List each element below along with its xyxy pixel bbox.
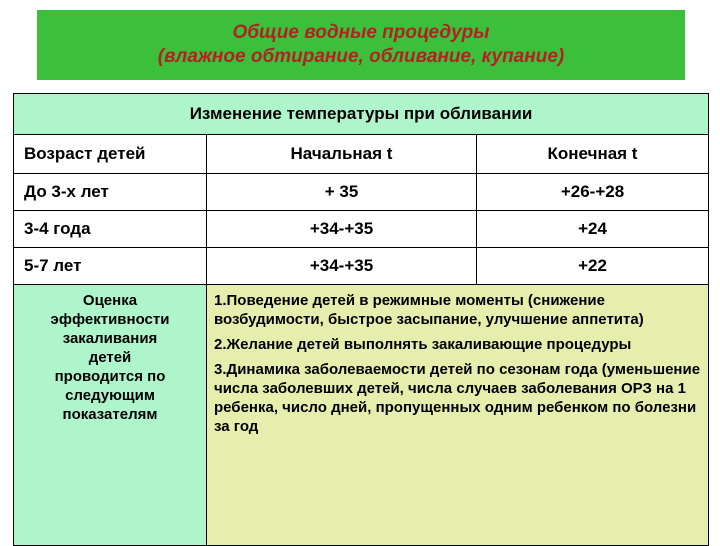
column-header-row — [14, 135, 709, 174]
table-row — [14, 174, 709, 211]
assessment-label-line: Оценка — [82, 292, 138, 309]
cell-age: 5-7 лет — [14, 248, 207, 285]
temperature-table — [13, 93, 709, 546]
column-header-end-temp: Конечная t — [477, 135, 709, 174]
title-line-1: Общие водные процедуры — [232, 22, 490, 43]
title-banner — [37, 10, 685, 80]
column-header-start-temp: Начальная t — [207, 135, 477, 174]
table-row — [14, 211, 709, 248]
assessment-criteria — [207, 285, 709, 546]
assessment-label-line: показателям — [62, 406, 158, 423]
table-row — [14, 248, 709, 285]
cell-end-temp: +26-+28 — [477, 174, 709, 211]
column-header-age: Возраст детей — [14, 135, 207, 174]
title-line-2: (влажное обтирание, обливание, купание) — [157, 46, 565, 67]
criterion-morbidity: 3.Динамика заболеваемости детей по сезонам года (уменьшение числа заболевших детей, числа случаев заболевания ОРЗ на 1 ребенка, число дней, пропущенных одним ребенком по болезни за год — [214, 361, 701, 435]
cell-start-temp: + 35 — [207, 174, 477, 211]
assessment-label-line: закаливания — [62, 330, 158, 347]
assessment-label-line: детей — [88, 349, 132, 366]
criterion-willingness: 2.Желание детей выполнять закаливающие процедуры — [214, 336, 632, 353]
cell-start-temp: +34-+35 — [207, 248, 477, 285]
cell-end-temp: +22 — [477, 248, 709, 285]
assessment-label-line: проводится по — [54, 368, 166, 385]
cell-start-temp: +34-+35 — [207, 211, 477, 248]
assessment-label-line: следующим — [65, 387, 155, 404]
assessment-row — [14, 285, 709, 546]
assessment-label — [14, 285, 207, 546]
cell-end-temp: +24 — [477, 211, 709, 248]
assessment-label-line: эффективности — [50, 311, 170, 328]
criterion-behavior: 1.Поведение детей в режимные моменты (снижение возбудимости, быстрое засыпание, улучшение аппетита) — [214, 292, 644, 328]
table-caption-row — [14, 94, 709, 135]
cell-age: 3-4 года — [14, 211, 207, 248]
cell-age: До 3-х лет — [14, 174, 207, 211]
table-caption: Изменение температуры при обливании — [14, 94, 709, 135]
